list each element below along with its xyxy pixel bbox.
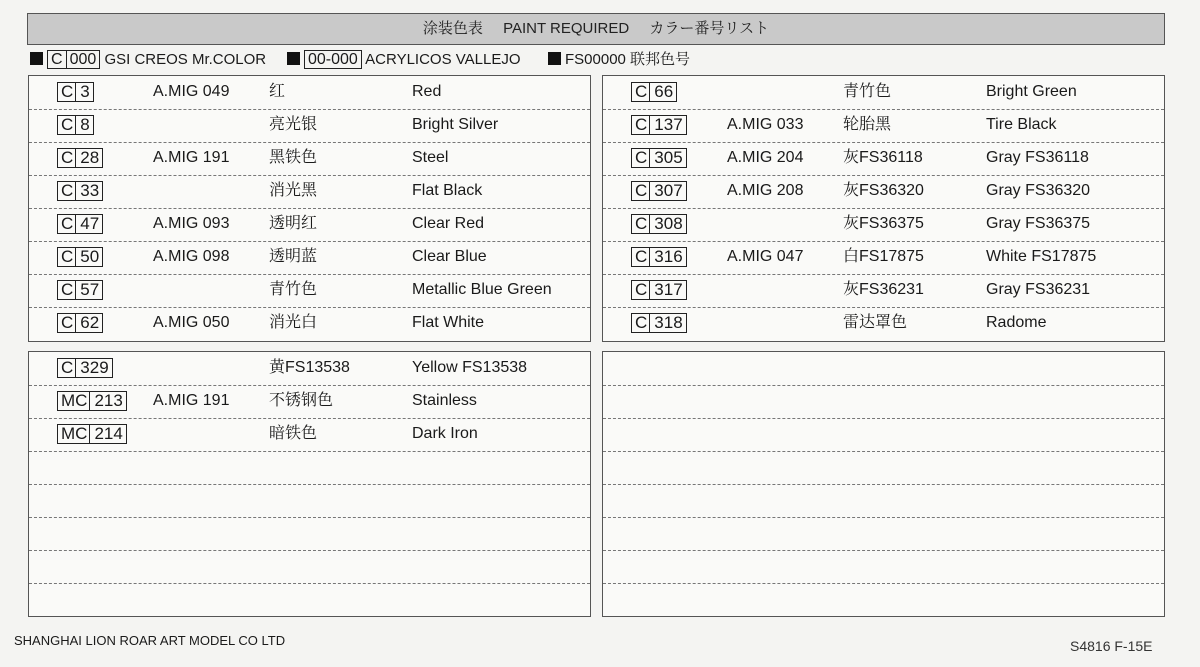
color-code: C 8 [57, 115, 94, 136]
color-name-chinese: 青竹色 [269, 281, 318, 298]
color-code: C 3 [57, 82, 94, 103]
color-name-chinese: 灰FS36375 [843, 215, 924, 232]
mig-code: A.MIG 191 [153, 392, 230, 409]
color-name-chinese: 透明蓝 [269, 248, 318, 265]
mig-code: A.MIG 050 [153, 314, 230, 331]
color-code: C 50 [57, 247, 103, 268]
paint-row [603, 517, 1164, 551]
color-name-english: Yellow FS13538 [412, 359, 528, 376]
color-name-chinese: 暗铁色 [269, 425, 318, 442]
legend-vallejo: 00-000 ACRYLICOS VALLEJO [287, 50, 521, 70]
color-name-english: Radome [986, 314, 1047, 331]
panel-top-left [28, 75, 591, 342]
paint-row [603, 418, 1164, 452]
paint-row [603, 175, 1164, 209]
title-english: PAINT REQUIRED [503, 20, 630, 37]
paint-row [29, 241, 590, 275]
title-japanese: カラー番号リスト [649, 20, 770, 37]
legend-gsi-label: GSI CREOS Mr.COLOR [104, 51, 267, 68]
panel-bottom-right [602, 351, 1165, 617]
color-name-chinese: 消光黑 [269, 182, 318, 199]
paint-row [29, 451, 590, 485]
color-code: C 329 [57, 358, 113, 379]
paint-row [603, 76, 1164, 110]
paint-row [29, 517, 590, 551]
paint-row [29, 484, 590, 518]
color-code: C 57 [57, 280, 103, 301]
color-code: MC 214 [57, 424, 127, 445]
black-square-icon [30, 52, 43, 65]
mig-code: A.MIG 208 [727, 182, 804, 199]
color-name-english: Stainless [412, 392, 477, 409]
color-name-english: Gray FS36118 [986, 149, 1089, 166]
color-code: C 318 [631, 313, 687, 334]
color-name-chinese: 青竹色 [843, 83, 892, 100]
color-code: C 47 [57, 214, 103, 235]
paint-row [603, 385, 1164, 419]
color-name-english: Gray FS36231 [986, 281, 1091, 298]
paint-row [29, 352, 590, 386]
color-name-chinese: 消光白 [269, 314, 318, 331]
paint-row [29, 550, 590, 584]
paint-row [603, 109, 1164, 143]
color-name-chinese: 透明红 [269, 215, 318, 232]
color-code: C 137 [631, 115, 687, 136]
kit-code: S4816 F-15E [1070, 638, 1153, 654]
color-code: C 316 [631, 247, 687, 268]
paint-row [29, 208, 590, 242]
mig-code: A.MIG 049 [153, 83, 230, 100]
company-name: SHANGHAI LION ROAR ART MODEL CO LTD [14, 633, 286, 648]
paint-row [29, 385, 590, 419]
legend-gsi: C 000 GSI CREOS Mr.COLOR [30, 50, 266, 70]
color-name-chinese: 雷达罩色 [843, 314, 908, 331]
mig-code: A.MIG 093 [153, 215, 230, 232]
title-chinese: 涂装色表 [422, 20, 483, 37]
color-name-english: Gray FS36375 [986, 215, 1091, 232]
mig-code: A.MIG 191 [153, 149, 230, 166]
color-name-chinese: 灰FS36320 [843, 182, 924, 199]
color-name-english: Flat Black [412, 182, 483, 199]
color-code: C 305 [631, 148, 687, 169]
color-code: C 28 [57, 148, 103, 169]
paint-row [603, 142, 1164, 176]
paint-row [603, 274, 1164, 308]
paint-row [603, 583, 1164, 616]
paint-row [603, 352, 1164, 386]
paint-row [29, 274, 590, 308]
paint-row [29, 76, 590, 110]
paint-row [29, 418, 590, 452]
color-name-english: Bright Green [986, 83, 1077, 100]
color-code: C 317 [631, 280, 687, 301]
legend-fs [548, 50, 690, 70]
panel-top-right [602, 75, 1165, 342]
mig-code: A.MIG 033 [727, 116, 804, 133]
paint-row [29, 142, 590, 176]
paint-row [29, 307, 590, 340]
color-name-english: Clear Blue [412, 248, 487, 265]
paint-row [603, 484, 1164, 518]
paint-row [603, 550, 1164, 584]
color-code: MC 213 [57, 391, 127, 412]
paint-row [603, 208, 1164, 242]
black-square-icon [287, 52, 300, 65]
color-name-chinese: 红 [269, 83, 286, 100]
paint-row [603, 307, 1164, 340]
color-name-english: Flat White [412, 314, 485, 331]
color-name-english: Dark Iron [412, 425, 478, 442]
color-name-chinese: 灰FS36118 [843, 149, 923, 166]
color-name-english: Steel [412, 149, 449, 166]
color-name-chinese: 轮胎黑 [843, 116, 892, 133]
color-code: C 62 [57, 313, 103, 334]
color-name-english: White FS17875 [986, 248, 1097, 265]
color-name-english: Red [412, 83, 442, 100]
black-square-icon [548, 52, 561, 65]
paint-row [29, 109, 590, 143]
paint-row [603, 451, 1164, 485]
mig-code: A.MIG 047 [727, 248, 804, 265]
color-name-english: Gray FS36320 [986, 182, 1091, 199]
color-name-english: Metallic Blue Green [412, 281, 552, 298]
color-name-chinese: 黑铁色 [269, 149, 318, 166]
mig-code: A.MIG 098 [153, 248, 230, 265]
color-name-english: Clear Red [412, 215, 485, 232]
legend-fs-label: FS00000 联邦色号 [565, 51, 691, 68]
color-name-chinese: 灰FS36231 [843, 281, 924, 298]
color-code: C 307 [631, 181, 687, 202]
color-code: C 308 [631, 214, 687, 235]
color-name-chinese: 黄FS13538 [269, 359, 350, 376]
color-name-chinese: 亮光银 [269, 116, 318, 133]
paint-row [29, 175, 590, 209]
color-code: C 33 [57, 181, 103, 202]
mig-code: A.MIG 204 [727, 149, 804, 166]
paint-table-title [27, 13, 1165, 45]
paint-row [29, 583, 590, 616]
color-name-chinese: 白FS17875 [843, 248, 924, 265]
color-name-chinese: 不锈钢色 [269, 392, 334, 409]
panel-bottom-left [28, 351, 591, 617]
paint-row [603, 241, 1164, 275]
legend-vallejo-label: ACRYLICOS VALLEJO [365, 51, 521, 68]
color-code: C 66 [631, 82, 677, 103]
color-name-english: Bright Silver [412, 116, 499, 133]
color-name-english: Tire Black [986, 116, 1057, 133]
